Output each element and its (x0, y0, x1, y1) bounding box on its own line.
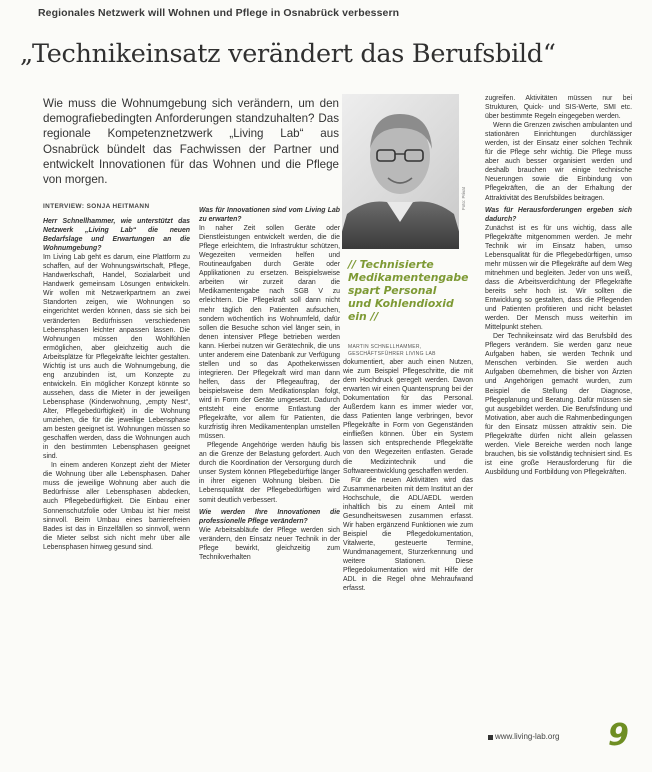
headline: „Technikeinsatz verändert das Berufsbild“ (20, 39, 556, 69)
photo-credit: Foto: Privat (461, 186, 466, 210)
paragraph: In einem anderen Konzept zieht der Mieter die Wohnung über alle Lebensphasen. Daher muss die jeweilige Wohnung aber auch die Bedürfnisse aller Lebensphasen abdecken, auch Pflegebedürftigkeit. Die Einbau einer Sonnenschutzfolie oder Umbau ist hier meist sinnvoll. Beim Umbau eines barrierefreien Bades ist das in Einzelfällen so sinnvoll, wenn die Mieter selbst sich nicht mehr über alle Lebensphasen hinweg gesund sind. (43, 462, 190, 551)
paragraph: Zunächst ist es für uns wichtig, dass alle Pflegekräfte mitgenommen werden. Je mehr Technik wir im Einsatz haben, umso Lebensqualität für die Pflegebedürftigen, umso mehr müssen wir die Pflegekräfte auf dem Weg mitnehmen und begleiten. Jeder von uns weiß, dass die Arbeitsverdichtung der Pflegekräfte bereits sehr hoch ist. Wir sollten die Entwicklung so gestalten, dass die Pflegenden und Patienten profitieren und nicht belastet werden. Der Mensch muss weiterhin im Mittelpunkt stehen. (485, 224, 632, 332)
page-number: 9 (608, 718, 629, 753)
column-4 (485, 94, 632, 726)
paragraph: Für die neuen Aktivitäten wird das Zusammenarbeiten mit dem Institut an der Hochschule, die ADL/AEDL werden inhaltlich bis zu einem Anteil mit Gesundheitswesen zusammen erfasst. Wir haben ergänzend Funktionen wie zum Beispiel die Pflegedokumentation, Vitalwerte, gesteuerte Termine, Wundmanagement, Sturzerkennung und weitere Stationen. Diese Pflegedokumentation wird mit Hilfe der ADL in die Regel ohne Mehraufwand erfasst. (343, 476, 473, 593)
pull-quote-attribution: MARTIN SCHNELLHAMMER, GESCHÄFTSFÜHRER LIVING LAB (348, 344, 436, 357)
paragraph: In naher Zeit sollen Geräte oder Dienstleistungen entwickelt werden, die die Pflege erleichtern, die Infrastruktur schützen, Wegezeiten vermeiden helfen und Routineaufgaben durch Geräte oder Applikationen zu ersetzen. Beispielsweise arbeiten wir zurzeit daran die Medikamentengabe nach SGB V zu erleichtern. Die Pflegekraft soll dann nicht mehr täglich den Patienten aufsuchen, sondern wöchentlich ins Wohnumfeld, dafür sollen die Besuche schon viel länger sein, in denen intensiver Pflege betrieben werden kann. Hierbei nutzen wir Gerätechnik, die uns unter anderem eine Datenbank zur Verfügung stellen und so das Apothekerwissen integrieren. Der Pflegekraft wird man dann helfen, dass der Pflegeauftrag, der beispielsweise dem Medikationsplan folgt, wird in Form der Geräte umgesetzt. Dadurch entsteht eine enorme Entlastung der Pflegekräfte, vor allem für Patienten, die kurzfristig ihren Medikamentenplan umstellen müssen. (199, 225, 340, 441)
pull-quote: // Technisierte Medikamentengabe spart Personal und Kohlendioxid ein // (348, 258, 469, 323)
byline: INTERVIEW: SONJA HEITMANN (43, 203, 150, 210)
paragraph: Der Technikeinsatz wird das Berufsbild des Pflegers verändern. Sie werden ganz neue Aufgaben haben, sie werden Technik und Menschen verbinden. Sie werden auch Aufgaben übernehmen, die bisher von Ärzten und Angehörigen gemacht wurden, zum Beispiel die Stellung der Diagnose, Pflegeplanung und Beratung. Dafür müssen sie gut ausgebildet werden. Die Berufsfindung und Motivation, aber auch die Rahmenbedingungen für den Einsatz müssen attraktiv sein. Die Pflegekräfte dürfen nicht allein gelassen werden. Viele Bereiche werden noch lange brauchen, bis sie vollständig technisiert sind. Es ist eine große Herausforderung für die Ausbildung und Fortbildung von Pflegekräften. (485, 333, 632, 476)
paragraph: Im Living Lab geht es darum, eine Plattform zu schaffen, auf der Wohnungswirtschaft, Pflege, Handwerkschaft, Handel, Sozialarbeit und Handwerk gemeinsam Lösungen entwickeln. Wir wollen mit Netzwerkpartnern an zwei Standorten zeigen, wie Wohnungen so eingerichtet werden können, dass sie sich bei veränderten Bedürfnissen verschiedenen Lebensphasen leichter anpassen lassen. Die Wohnungen müssen den Wohlfühlen ermöglichen, aber gleichzeitig auch die Arbeitsplätze für Pflegekräfte leichter gestalten. Wichtig ist uns auch die Wohnumgebung, die eng anzubinden ist, um Konzepte zu entwickeln. Ein möglicher Konzept könnte so aussehen, dass die Mieter in der jeweiligen Lebensphase (Kinderwohnung, „empty Nest“, Alter, Pflegebedürftigkeit) in die Wohnung umziehen, die für die jeweilige Lebensphase am besten geeignet ist. Wohnungen müssen so geschaffen werden, dass die Wohnungen auch in den bestimmten Lebensphasen geeignet sind. (43, 254, 190, 461)
paragraph: zugreifen. Aktivitäten müssen nur bei Strukturen, Quick- und SIS-Werte, SMI etc. über bestimmte Regeln eingegeben werden. (485, 95, 632, 121)
paragraph: dokumentiert, aber auch einen Nutzen, wie zum Beispiel Pflegeschritte, die mit dem Hochdruck geregelt werden. Davon erwarten wir einen Quantensprung bei der Dokumentation für das Personal. Außerdem kann es immer wieder vor, dass Patienten lange verbringen, bevor Pflegekräfte in Form von Gegenständen einfließen können. Über ein System lassen sich entsprechende Pflegekräfte von den Wegezeiten entlasten. Gerade die Medizintechnik und die Softwareentwicklung geschaffen werden. (343, 359, 473, 475)
bullet-square-icon (488, 735, 493, 740)
interview-question: Was für Herausforderungen ergeben sich dadurch? (485, 206, 632, 223)
website-link[interactable]: www.living-lab.org (495, 732, 560, 741)
column-2 (199, 203, 340, 758)
interview-question: Wie werden Ihre Innovationen die professionelle Pflege verändern? (199, 508, 340, 525)
paragraph: Pflegende Angehörige werden häufig bis an die Grenze der Belastung gefordert. Auch durch die Koordination der Versorgung durch unser System können Pflegebedürftige länger in ihrer eigenen Wohnung bleiben. Die Lebensqualität der Pflegebedürftigen wird somit deutlich verbessert. (199, 442, 340, 504)
paragraph: Wenn die Grenzen zwischen ambulanten und stationären Einrichtungen durchlässiger werden, ist der Einsatz einer solchen Technik für die Pflege sehr wichtig. Die Pflege muss aber auch besser organisiert werden und deshalb brauchen wir einige technische Neuerungen sowie die Einbindung von Pflegekräften, die an der Erhaltung der Attraktivität des Berufsbildes beitragen. (485, 122, 632, 202)
paragraph: Wie Arbeitsabläufe der Pflege werden sich verändern, den Einsatz neuer Technik in der Pflege bewirkt, gleichzeitig zum Technikverhalten (199, 526, 340, 561)
lead-paragraph: Wie muss die Wohnumgebung sich verändern, um den demografiebedingten Anforderungen standzuhalten? Das regionale Kompetenznetzwerk „Living Lab“ aus Osnabrück bündelt das Fachwissen der Partner und entwickelt Innovationen für das Wohnen und die Pflege von morgen. (43, 97, 339, 187)
column-1 (43, 214, 190, 734)
interview-question: Herr Schnellhammer, wie unterstützt das Netzwerk „Living Lab“ die neuen Bedarfslage und Erwartungen an die Wohnumgebung? (43, 218, 190, 253)
kicker: Regionales Netzwerk will Wohnen und Pflege in Osnabrück verbessern (38, 7, 400, 19)
portrait-photo (342, 94, 459, 249)
interview-question: Was für Innovationen sind vom Living Lab zu erwarten? (199, 207, 340, 224)
column-3 (343, 358, 473, 758)
person-illustration (342, 94, 459, 249)
